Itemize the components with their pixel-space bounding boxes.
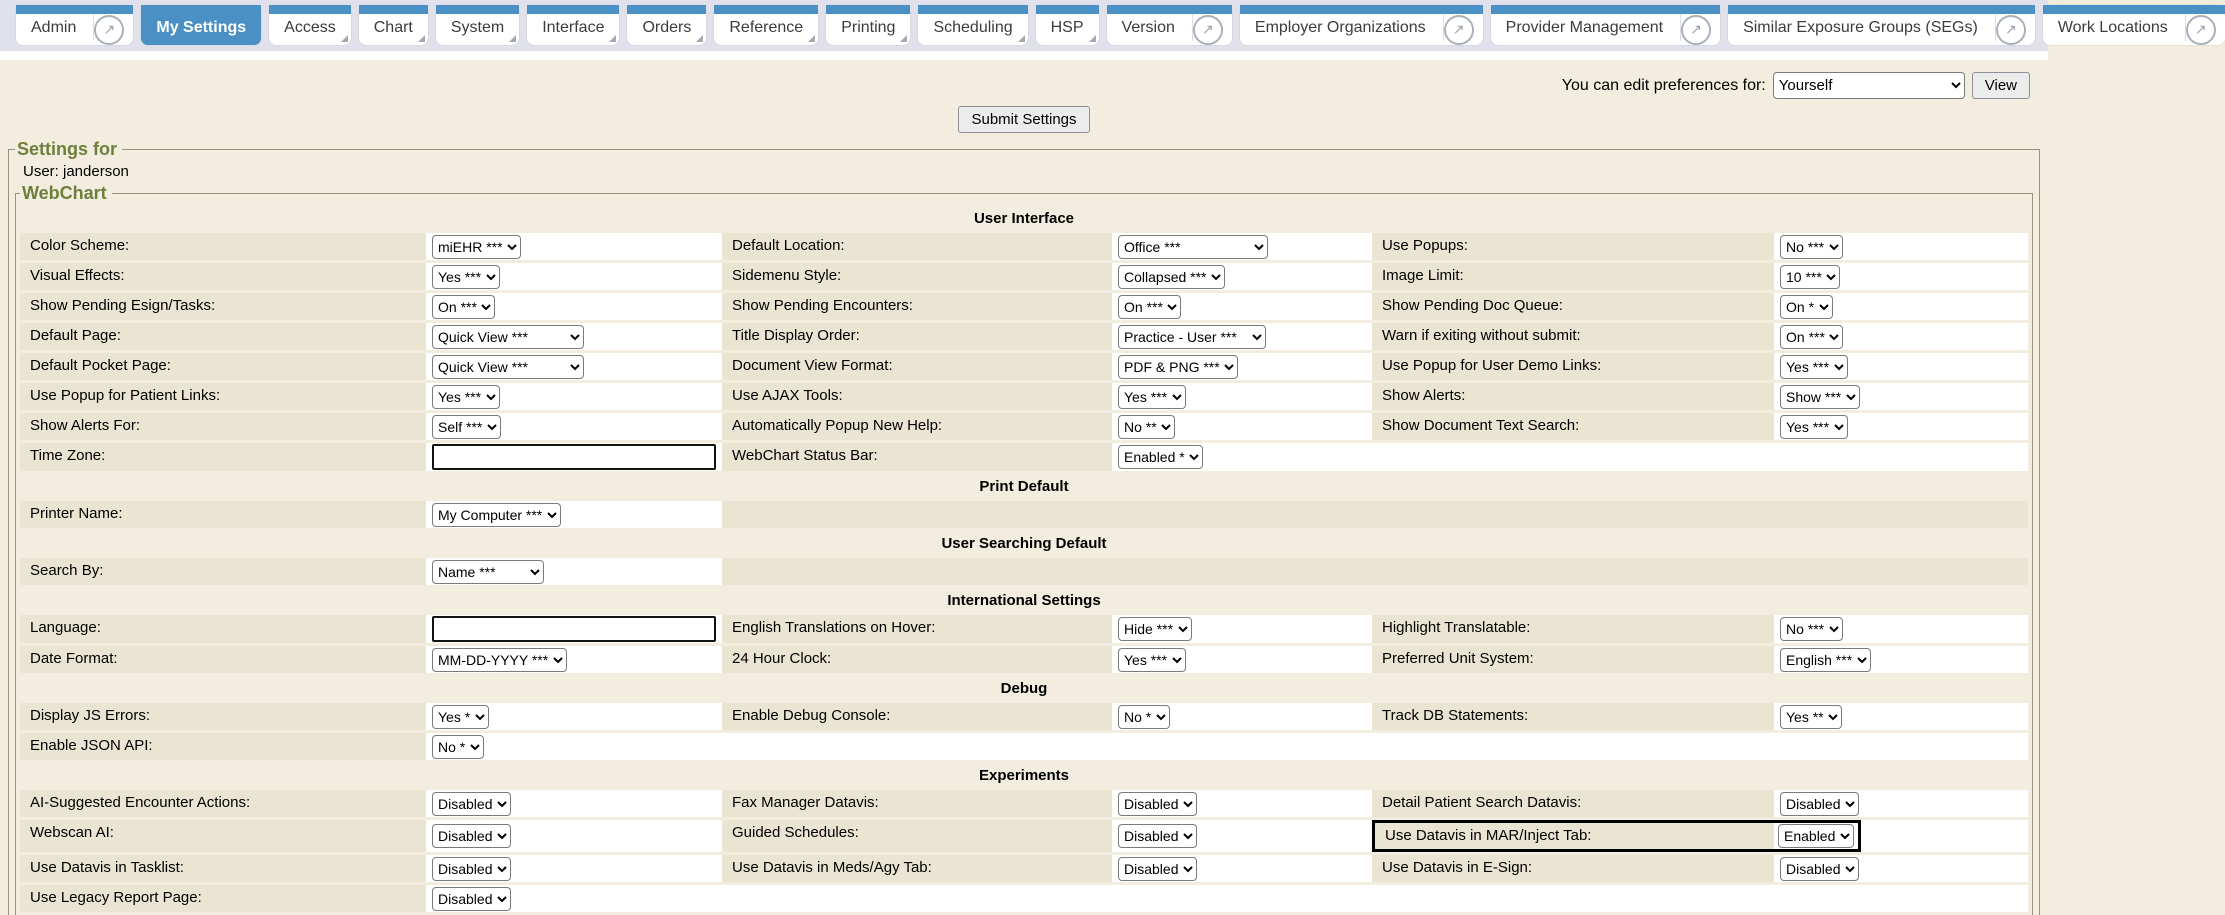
preferred-unit-system-value-cell: [1778, 646, 2028, 673]
document-view-format-select[interactable]: [1118, 355, 1238, 379]
use-datavis-in-tasklist-label: Use Datavis in Tasklist:: [20, 855, 426, 882]
row-filler: [722, 558, 2028, 585]
tab-label: Admin: [31, 18, 77, 36]
show-alerts-label: Show Alerts:: [1372, 383, 1774, 410]
preferences-label: You can edit preferences for:: [1561, 76, 1766, 94]
row-filler: [1861, 820, 2028, 852]
dropdown-fold-icon: [341, 35, 348, 42]
webchart-fieldset: [15, 183, 2033, 915]
settings-row: [20, 263, 2028, 290]
show-pending-encounters-value-cell: [1116, 293, 1368, 320]
search-by-value-cell: [430, 558, 718, 585]
show-document-text-search-value-cell: [1778, 413, 2028, 440]
english-translations-on-hover-value-cell: [1116, 615, 1368, 643]
color-scheme-label: Color Scheme:: [20, 233, 426, 260]
show-alerts-for-value-cell: [430, 413, 718, 440]
warn-if-exiting-without-submit-select[interactable]: [1780, 325, 1843, 349]
detail-patient-search-datavis-value-cell: [1778, 790, 2028, 817]
highlight-span: [1372, 820, 2028, 852]
row-filler: [722, 733, 2028, 760]
detail-patient-search-datavis-select[interactable]: [1780, 792, 1859, 816]
search-by-label: Search By:: [20, 558, 426, 585]
track-db-statements-select[interactable]: [1780, 705, 1842, 729]
highlight-translatable-label: Highlight Translatable:: [1372, 615, 1774, 643]
external-link-icon[interactable]: ↗: [1996, 15, 2026, 45]
tab-label: Employer Organizations: [1254, 18, 1426, 36]
settings-row: [20, 293, 2028, 320]
dropdown-fold-icon: [509, 35, 516, 42]
settings-row: [20, 501, 2028, 528]
settings-row: [20, 413, 2028, 440]
tab-label: Access: [284, 18, 336, 36]
automatically-popup-new-help-label: Automatically Popup New Help:: [722, 413, 1112, 440]
title-display-order-value-cell: [1116, 323, 1368, 350]
track-db-statements-value-cell: [1778, 703, 2028, 730]
date-format-label: Date Format:: [20, 646, 426, 673]
settings-row: [20, 855, 2028, 882]
submit-row: [0, 106, 2048, 133]
default-page-label: Default Page:: [20, 323, 426, 350]
visual-effects-value-cell: [430, 263, 718, 290]
tabbar-underline: [0, 51, 2048, 60]
24-hour-clock-value-cell: [1116, 646, 1368, 673]
use-datavis-in-tasklist-select[interactable]: [432, 857, 511, 881]
visual-effects-label: Visual Effects:: [20, 263, 426, 290]
tab-interface[interactable]: [527, 5, 619, 45]
english-translations-on-hover-label: English Translations on Hover:: [722, 615, 1112, 643]
highlight-translatable-value-cell: [1778, 615, 2028, 643]
show-alerts-for-select[interactable]: [432, 415, 501, 439]
settings-row: [20, 646, 2028, 673]
use-popup-for-patient-links-label: Use Popup for Patient Links:: [20, 383, 426, 410]
tab-similar-exposure-groups-segs[interactable]: [1728, 5, 2035, 45]
webchart-status-bar-select[interactable]: [1118, 445, 1203, 469]
show-alerts-for-label: Show Alerts For:: [20, 413, 426, 440]
dropdown-fold-icon: [1089, 35, 1096, 42]
track-db-statements-label: Track DB Statements:: [1372, 703, 1774, 730]
guided-schedules-value-cell: [1116, 820, 1368, 852]
sidemenu-style-select[interactable]: [1118, 265, 1225, 289]
language-input[interactable]: [432, 616, 716, 642]
highlighted-setting: [1372, 820, 1861, 852]
section-header-user-interface: User Interface: [18, 206, 2030, 230]
time-zone-input[interactable]: [432, 444, 716, 470]
default-location-value-cell: [1116, 233, 1368, 260]
tab-label: Provider Management: [1505, 18, 1664, 36]
enable-json-api-label: Enable JSON API:: [20, 733, 426, 760]
24-hour-clock-select[interactable]: [1118, 648, 1186, 672]
use-datavis-in-mar-inject-tab-select[interactable]: [1778, 824, 1854, 848]
use-ajax-tools-label: Use AJAX Tools:: [722, 383, 1112, 410]
show-alerts-select[interactable]: [1780, 385, 1860, 409]
ai-suggested-encounter-actions-value-cell: [430, 790, 718, 817]
row-filler: [1372, 443, 2028, 471]
section-header-print-default: Print Default: [18, 474, 2030, 498]
document-view-format-label: Document View Format:: [722, 353, 1112, 380]
printer-name-label: Printer Name:: [20, 501, 426, 528]
row-filler: [722, 501, 2028, 528]
ai-suggested-encounter-actions-label: AI-Suggested Encounter Actions:: [20, 790, 426, 817]
use-datavis-in-e-sign-label: Use Datavis in E-Sign:: [1372, 855, 1774, 882]
guided-schedules-label: Guided Schedules:: [722, 820, 1112, 852]
section-header-experiments: Experiments: [18, 763, 2030, 787]
settings-row: [20, 703, 2028, 730]
default-location-select[interactable]: [1118, 235, 1268, 259]
use-popups-select[interactable]: [1780, 235, 1843, 259]
color-scheme-select[interactable]: [432, 235, 521, 259]
webscan-ai-value-cell: [430, 820, 718, 852]
image-limit-select[interactable]: [1780, 265, 1840, 289]
external-link-icon[interactable]: ↗: [1681, 15, 1711, 45]
warn-if-exiting-without-submit-label: Warn if exiting without submit:: [1372, 323, 1774, 350]
dropdown-fold-icon: [1018, 35, 1025, 42]
external-link-icon[interactable]: ↗: [2186, 15, 2216, 45]
show-pending-esign-tasks-select[interactable]: [432, 295, 495, 319]
tab-label: Reference: [729, 18, 804, 36]
date-format-value-cell: [430, 646, 718, 673]
tab-version[interactable]: [1107, 5, 1232, 45]
webchart-status-bar-value-cell: [1116, 443, 1368, 471]
use-datavis-in-e-sign-value-cell: [1778, 855, 2028, 882]
tab-label: Chart: [373, 18, 413, 36]
enable-json-api-value-cell: [430, 733, 718, 760]
tab-scheduling[interactable]: [918, 5, 1027, 45]
preferred-unit-system-label: Preferred Unit System:: [1372, 646, 1774, 673]
date-format-select[interactable]: [432, 648, 567, 672]
tab-employer-organizations[interactable]: [1240, 5, 1483, 45]
guided-schedules-select[interactable]: [1118, 824, 1197, 848]
tab-label: System: [450, 18, 505, 36]
submit-settings-button[interactable]: Submit Settings: [958, 106, 1089, 133]
display-js-errors-value-cell: [430, 703, 718, 730]
settings-row: [20, 323, 2028, 350]
use-popup-for-user-demo-links-select[interactable]: [1780, 355, 1848, 379]
fax-manager-datavis-value-cell: [1116, 790, 1368, 817]
color-scheme-value-cell: [430, 233, 718, 260]
settings-row: [20, 233, 2028, 260]
language-label: Language:: [20, 615, 426, 643]
use-datavis-in-meds-agy-tab-value-cell: [1116, 855, 1368, 882]
tab-label: Similar Exposure Groups (SEGs): [1743, 18, 1978, 36]
use-datavis-in-mar-inject-tab-value-cell: [1774, 823, 1858, 849]
show-pending-esign-tasks-label: Show Pending Esign/Tasks:: [20, 293, 426, 320]
tab-chart[interactable]: [359, 5, 428, 45]
use-datavis-in-e-sign-select[interactable]: [1780, 857, 1859, 881]
webscan-ai-label: Webscan AI:: [20, 820, 426, 852]
dropdown-fold-icon: [609, 35, 616, 42]
visual-effects-select[interactable]: [432, 265, 500, 289]
automatically-popup-new-help-select[interactable]: [1118, 415, 1175, 439]
tab-system[interactable]: [436, 5, 519, 45]
tab-work-locations[interactable]: [2043, 5, 2225, 45]
settings-row: [20, 383, 2028, 410]
show-alerts-value-cell: [1778, 383, 2028, 410]
webchart-legend: WebChart: [22, 183, 107, 203]
language-value-cell: [430, 615, 718, 643]
tab-label: Printing: [841, 18, 896, 36]
tab-provider-management[interactable]: [1491, 5, 1720, 45]
tab-label: HSP: [1050, 18, 1084, 36]
external-link-icon[interactable]: ↗: [1193, 15, 1223, 45]
external-link-icon[interactable]: ↗: [94, 15, 124, 45]
warn-if-exiting-without-submit-value-cell: [1778, 323, 2028, 350]
settings-row: [20, 820, 2028, 852]
tab-reference[interactable]: [714, 5, 818, 45]
dropdown-fold-icon: [696, 35, 703, 42]
tab-bar: [0, 0, 2207, 51]
sidemenu-style-value-cell: [1116, 263, 1368, 290]
fax-manager-datavis-label: Fax Manager Datavis:: [722, 790, 1112, 817]
use-legacy-report-page-value-cell: [430, 885, 718, 912]
default-pocket-page-value-cell: [430, 353, 718, 380]
use-datavis-in-mar-inject-tab-label: Use Datavis in MAR/Inject Tab:: [1375, 823, 1774, 849]
default-page-value-cell: [430, 323, 718, 350]
show-pending-doc-queue-select[interactable]: [1780, 295, 1833, 319]
settings-row: [20, 443, 2028, 471]
time-zone-label: Time Zone:: [20, 443, 426, 471]
search-by-select[interactable]: [432, 560, 544, 584]
section-header-debug: Debug: [18, 676, 2030, 700]
preferences-bar: [0, 60, 2048, 99]
user-line: User: janderson: [23, 163, 129, 180]
tab-label: Version: [1121, 18, 1175, 36]
settings-for-fieldset: [8, 139, 2040, 915]
display-js-errors-select[interactable]: [432, 705, 489, 729]
external-link-icon[interactable]: ↗: [1444, 15, 1474, 45]
enable-json-api-select[interactable]: [432, 735, 484, 759]
tab-admin[interactable]: [16, 5, 133, 45]
preferences-for-select[interactable]: [1773, 72, 1965, 99]
printer-name-value-cell: [430, 501, 718, 528]
tab-printing[interactable]: [826, 5, 910, 45]
settings-for-legend: Settings for: [17, 139, 118, 159]
printer-name-select[interactable]: [432, 503, 561, 527]
default-pocket-page-select[interactable]: [432, 355, 584, 379]
show-document-text-search-select[interactable]: [1780, 415, 1848, 439]
use-datavis-in-tasklist-value-cell: [430, 855, 718, 882]
use-popup-for-patient-links-select[interactable]: [432, 385, 500, 409]
use-datavis-in-meds-agy-tab-select[interactable]: [1118, 857, 1197, 881]
tab-my-settings[interactable]: [141, 5, 261, 45]
use-ajax-tools-select[interactable]: [1118, 385, 1186, 409]
tab-label: Work Locations: [2057, 18, 2168, 36]
tab-access[interactable]: [269, 5, 351, 45]
settings-row: [20, 615, 2028, 643]
tab-hsp[interactable]: [1036, 5, 1099, 45]
dropdown-fold-icon: [418, 35, 425, 42]
tab-label: My Settings: [156, 18, 247, 36]
settings-row: [20, 353, 2028, 380]
fax-manager-datavis-select[interactable]: [1118, 792, 1197, 816]
settings-table: [18, 206, 2030, 912]
tab-orders[interactable]: [627, 5, 706, 45]
tab-label: Interface: [542, 18, 605, 36]
ai-suggested-encounter-actions-select[interactable]: [432, 792, 511, 816]
row-filler: [722, 885, 2028, 912]
webchart-status-bar-label: WebChart Status Bar:: [722, 443, 1112, 471]
view-button[interactable]: View: [1972, 72, 2030, 99]
section-header-international-settings: International Settings: [18, 588, 2030, 612]
english-translations-on-hover-select[interactable]: [1118, 617, 1192, 641]
preferred-unit-system-select[interactable]: [1780, 648, 1871, 672]
default-pocket-page-label: Default Pocket Page:: [20, 353, 426, 380]
24-hour-clock-label: 24 Hour Clock:: [722, 646, 1112, 673]
settings-row: [20, 885, 2028, 912]
tab-label: Scheduling: [933, 18, 1013, 36]
default-location-label: Default Location:: [722, 233, 1112, 260]
tab-label: Orders: [642, 18, 692, 36]
dropdown-fold-icon: [808, 35, 815, 42]
show-pending-esign-tasks-value-cell: [430, 293, 718, 320]
time-zone-value-cell: [430, 443, 718, 471]
webscan-ai-select[interactable]: [432, 824, 511, 848]
use-popup-for-patient-links-value-cell: [430, 383, 718, 410]
enable-debug-console-value-cell: [1116, 703, 1368, 730]
use-popup-for-user-demo-links-label: Use Popup for User Demo Links:: [1372, 353, 1774, 380]
title-display-order-select[interactable]: [1118, 325, 1266, 349]
image-limit-label: Image Limit:: [1372, 263, 1774, 290]
detail-patient-search-datavis-label: Detail Patient Search Datavis:: [1372, 790, 1774, 817]
use-popup-for-user-demo-links-value-cell: [1778, 353, 2028, 380]
use-popups-label: Use Popups:: [1372, 233, 1774, 260]
show-pending-doc-queue-value-cell: [1778, 293, 2028, 320]
sidemenu-style-label: Sidemenu Style:: [722, 263, 1112, 290]
image-limit-value-cell: [1778, 263, 2028, 290]
settings-row: [20, 790, 2028, 817]
use-legacy-report-page-select[interactable]: [432, 887, 511, 911]
section-header-user-searching-default: User Searching Default: [18, 531, 2030, 555]
settings-row: [20, 733, 2028, 760]
show-document-text-search-label: Show Document Text Search:: [1372, 413, 1774, 440]
show-pending-encounters-select[interactable]: [1118, 295, 1181, 319]
automatically-popup-new-help-value-cell: [1116, 413, 1368, 440]
use-popups-value-cell: [1778, 233, 2028, 260]
document-view-format-value-cell: [1116, 353, 1368, 380]
dropdown-fold-icon: [900, 35, 907, 42]
use-legacy-report-page-label: Use Legacy Report Page:: [20, 885, 426, 912]
default-page-select[interactable]: [432, 325, 584, 349]
use-ajax-tools-value-cell: [1116, 383, 1368, 410]
title-display-order-label: Title Display Order:: [722, 323, 1112, 350]
show-pending-doc-queue-label: Show Pending Doc Queue:: [1372, 293, 1774, 320]
use-datavis-in-meds-agy-tab-label: Use Datavis in Meds/Agy Tab:: [722, 855, 1112, 882]
display-js-errors-label: Display JS Errors:: [20, 703, 426, 730]
highlight-translatable-select[interactable]: [1780, 617, 1843, 641]
settings-row: [20, 558, 2028, 585]
enable-debug-console-label: Enable Debug Console:: [722, 703, 1112, 730]
show-pending-encounters-label: Show Pending Encounters:: [722, 293, 1112, 320]
enable-debug-console-select[interactable]: [1118, 705, 1170, 729]
